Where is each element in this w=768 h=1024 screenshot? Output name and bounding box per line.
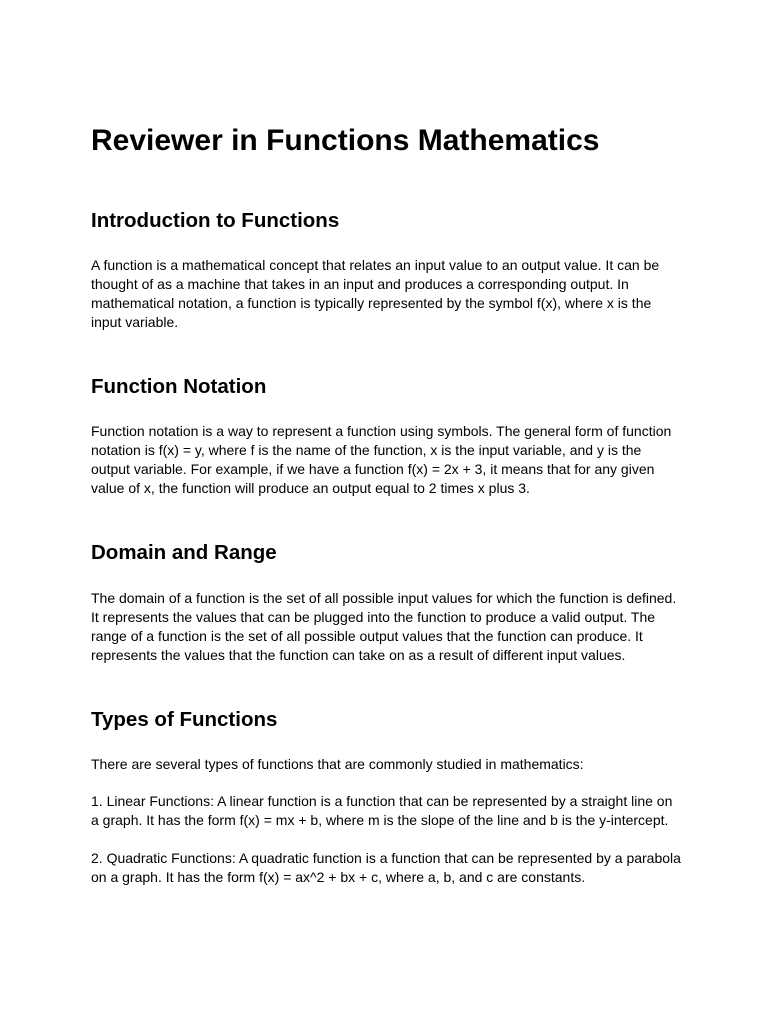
section-heading-function-notation: Function Notation — [91, 375, 267, 398]
paragraph-types-intro: There are several types of functions that are commonly studied in mathematics: — [91, 756, 584, 772]
paragraph-introduction: A function is a mathematical concept that relates an input value to an output value. It can be thought of as a machine that takes in an input and produces a corresponding output. In mathematical notation, a function is typically represented by the symbol f(x), where x is the input variable. — [91, 257, 660, 330]
paragraph-domain-range: The domain of a function is the set of all possible input values for which the function is defined. It represents the values that can be plugged into the function to produce a valid output. The range of a function is the set of all possible output values that the function can produce. It represents the values that the function can take on as a result of different input values. — [91, 590, 677, 663]
section-heading-introduction: Introduction to Functions — [91, 209, 340, 232]
paragraph-linear-functions: 1. Linear Functions: A linear function is a function that can be represented by a straight line on a graph. It has the form f(x) = mx + b, where m is the slope of the line and b is the y-intercept. — [91, 793, 673, 828]
section-heading-types-of-functions: Types of Functions — [91, 708, 278, 731]
document-title: Reviewer in Functions Mathematics — [91, 124, 600, 157]
section-heading-domain-range: Domain and Range — [91, 541, 277, 564]
paragraph-quadratic-functions: 2. Quadratic Functions: A quadratic function is a function that can be represented by a parabola on a graph. It has the form f(x) = ax^2 + bx + c, where a, b, and c are constants. — [91, 850, 681, 885]
paragraph-function-notation: Function notation is a way to represent a function using symbols. The general form of function notation is f(x) = y, where f is the name of the function, x is the input variable, and y is the output variable. For example, if we have a function f(x) = 2x + 3, it means that for any given value of x, the function will produce an output equal to 2 times x plus 3. — [91, 423, 672, 496]
